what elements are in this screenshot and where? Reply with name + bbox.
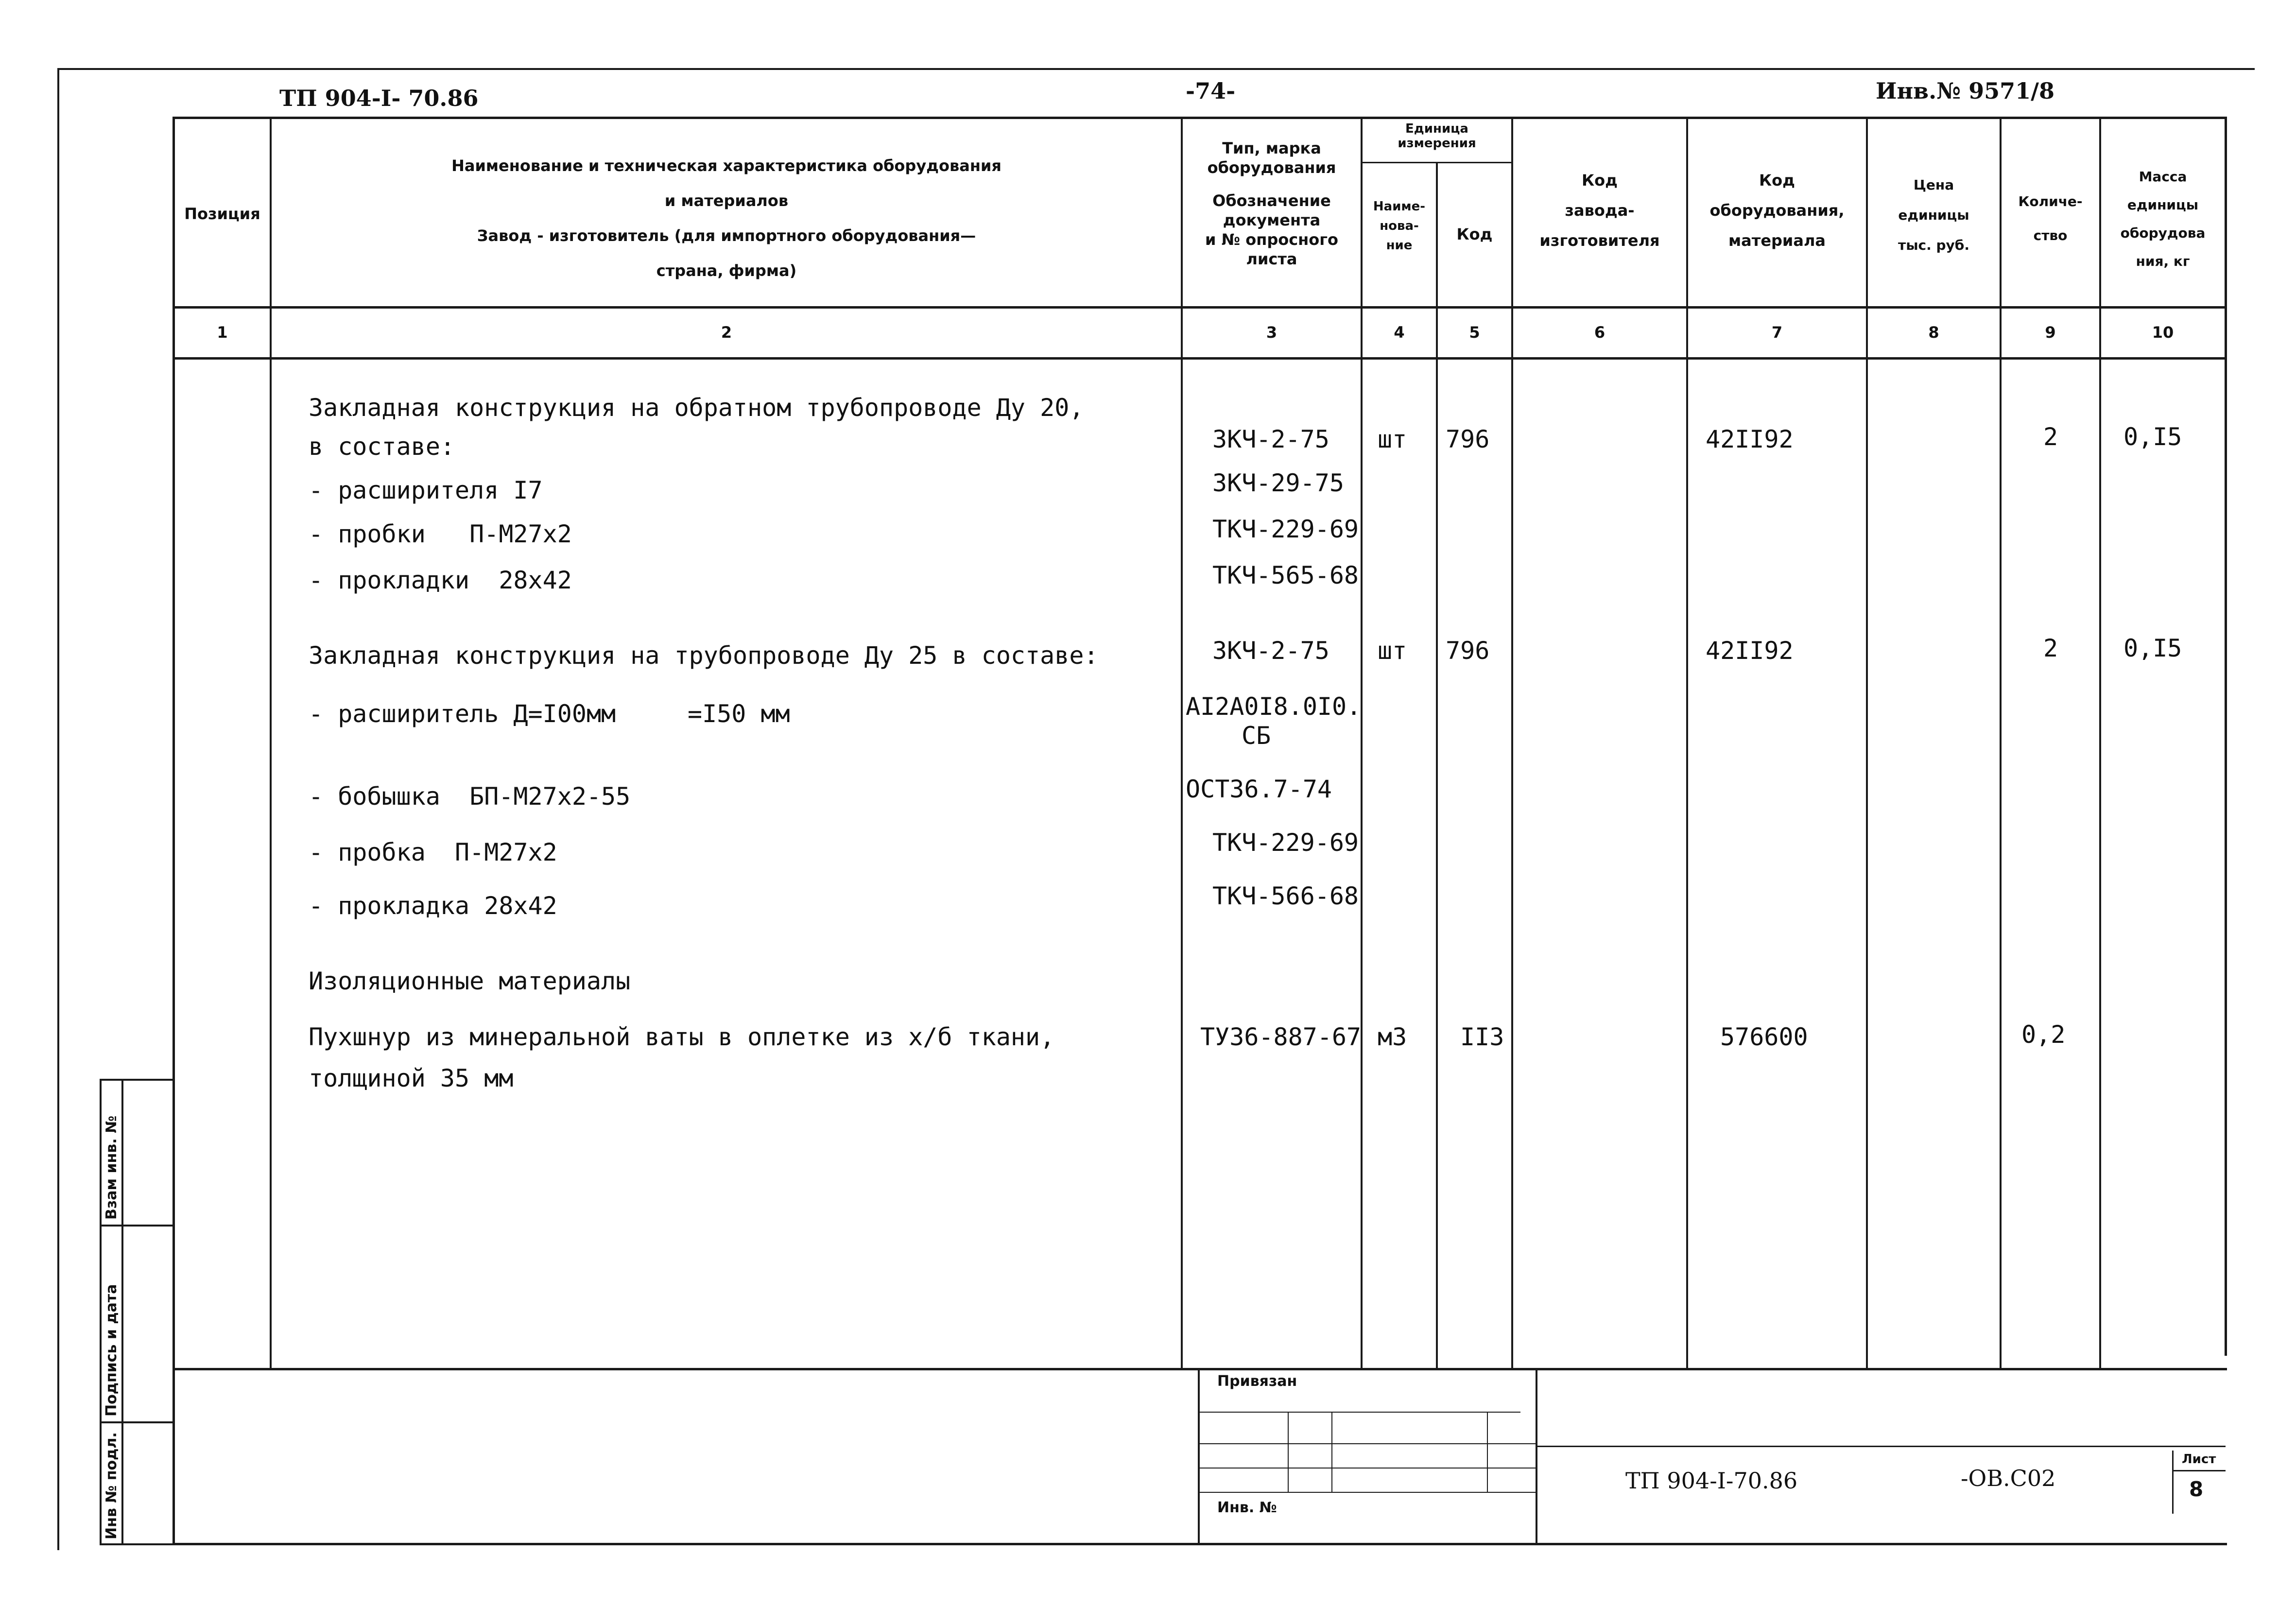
row8-type: ТКЧ-229-69 [1212, 829, 1359, 857]
col-divider-4 [1436, 163, 1438, 1370]
row11-qty: 0,2 [2021, 1020, 2066, 1049]
row1-name-b: в составе: [309, 432, 455, 461]
col-header-unit-code: Код [1456, 225, 1493, 243]
row9-type: ТКЧ-566-68 [1212, 882, 1359, 910]
row3-name: - пробки П-М27х2 [309, 520, 572, 548]
inv-no-label: Инв. № [1217, 1499, 1277, 1516]
col-divider-3 [1361, 117, 1363, 1370]
row7-type: ОСТ36.7-74 [1186, 775, 1332, 803]
linked-row-line-2 [1200, 1443, 1536, 1444]
row1-mass: 0,I5 [2123, 423, 2182, 451]
sheet-number: 8 [2189, 1477, 2204, 1501]
row1-qty: 2 [2043, 423, 2058, 451]
stamp-bottom-line [100, 1543, 173, 1545]
row11-unit: м3 [1378, 1023, 1407, 1051]
col-divider-9 [2099, 117, 2101, 1370]
row1-code: 796 [1446, 425, 1490, 453]
header-inventory: Инв.№ 9571/8 [1876, 78, 2054, 104]
col-divider-2 [1181, 117, 1183, 1370]
row10-name: Изоляционные материалы [309, 967, 631, 995]
row6-name: - расширитель Д=I00мм [309, 700, 616, 728]
stamp-replace-inv: Взам инв. № [103, 1115, 120, 1220]
stamp-divider-2 [100, 1421, 173, 1423]
row11-code: II3 [1460, 1023, 1504, 1051]
title-block-top-line [173, 1368, 2227, 1370]
col-number-3: 3 [1266, 323, 1277, 342]
linked-row-line-1 [1200, 1412, 1520, 1413]
row7-name: - бобышка БП-М27х2-55 [309, 782, 631, 811]
linked-col-line-3 [1487, 1412, 1488, 1492]
title-block-bottom-line [173, 1543, 2227, 1545]
col-header-name: Наименование и техническая характеристика оборудования и материалов Завод - изготовитель (для импортного оборудования— страна, фирма) [451, 156, 1001, 280]
row2-type: ЗКЧ-29-75 [1212, 469, 1344, 497]
table-top-border [173, 117, 2227, 119]
row8-name: - пробка П-М27х2 [309, 838, 557, 866]
row1-equip: 42II92 [1706, 425, 1794, 453]
col-header-plant-code: Код завода- изготовителя [1539, 171, 1660, 250]
col-header-mass: Масса единицы оборудова ния, кг [2120, 169, 2206, 269]
stamp-divider-1 [100, 1225, 173, 1227]
linked-box-right [1536, 1368, 1537, 1545]
stamp-top-line [100, 1079, 173, 1081]
row1-name-a: Закладная конструкция на обратном трубопроводе Ду 20, [309, 394, 1084, 422]
row11-equip: 576600 [1720, 1023, 1808, 1051]
unit-subheader-line [1361, 162, 1511, 163]
row5-qty: 2 [2043, 634, 2058, 662]
col-header-type: Тип, марка оборудования Обозначение документа и № опросного листа [1205, 139, 1338, 268]
row5-code: 796 [1446, 637, 1490, 665]
col-header-unit: Единица измерения [1398, 121, 1476, 151]
row9-name: - прокладка 28х42 [309, 892, 557, 920]
stamp-outer-left [100, 1079, 102, 1545]
row5-type: ЗКЧ-2-75 [1212, 637, 1329, 665]
row3-type: ТКЧ-229-69 [1212, 515, 1359, 543]
stamp-sign-date: Подпись и дата [103, 1284, 120, 1417]
doc-row-top-line [1536, 1446, 2226, 1447]
row6-type-b: СБ [1242, 722, 1271, 750]
col-number-1: 1 [217, 323, 228, 342]
sheet-box-left [2172, 1451, 2174, 1514]
col-divider-8 [2000, 117, 2002, 1370]
linked-box-left [1198, 1368, 1200, 1545]
row5-equip: 42II92 [1706, 637, 1794, 665]
stamp-inner-left [121, 1079, 123, 1545]
col-divider-7 [1866, 117, 1868, 1370]
footer-doc-code: ТП 904-I-70.86 [1625, 1468, 1798, 1494]
row5-name: Закладная конструкция на трубопроводе Ду 25 в составе: [309, 641, 1099, 670]
col-divider-5 [1511, 117, 1513, 1370]
row4-type: ТКЧ-565-68 [1212, 561, 1359, 589]
linked-row-line-3 [1200, 1468, 1536, 1469]
linked-label: Привязан [1217, 1373, 1297, 1390]
linked-col-line-2 [1331, 1412, 1332, 1492]
col-header-position: Позиция [184, 205, 260, 223]
linked-row-line-4 [1200, 1492, 1536, 1493]
row2-name: - расширителя I7 [309, 476, 543, 504]
col-number-4: 4 [1394, 323, 1405, 342]
col-number-9: 9 [2045, 323, 2056, 342]
col-header-price: Цена единицы тыс. руб. [1898, 177, 1969, 253]
row11-name-a: Пухшнур из минеральной ваты в оплетке из х/б ткани, [309, 1023, 1055, 1051]
col-divider-6 [1686, 117, 1688, 1370]
col-number-7: 7 [1771, 323, 1783, 342]
header-bottom-line [173, 306, 2227, 309]
col-number-6: 6 [1594, 323, 1605, 342]
row11-type: ТУ36-887-67 [1200, 1023, 1362, 1051]
row11-name-b: толщиной 35 мм [309, 1064, 514, 1092]
frame-left-line [57, 68, 59, 1550]
row1-type: ЗКЧ-2-75 [1212, 425, 1329, 453]
stamp-inv-orig: Инв № подл. [103, 1432, 120, 1539]
sheet-label: Лист [2182, 1452, 2216, 1467]
col-number-2: 2 [721, 323, 732, 342]
col-number-10: 10 [2152, 323, 2174, 342]
col-number-5: 5 [1469, 323, 1480, 342]
header-doc-code: ТП 904-I- 70.86 [279, 85, 479, 111]
col-header-equip-code: Код оборудования, материала [1709, 171, 1845, 250]
frame-top-line [58, 68, 2255, 70]
col-divider-1 [270, 117, 272, 1370]
row5-mass: 0,I5 [2123, 634, 2182, 662]
col-header-unit-name: Наиме- нова- ние [1373, 199, 1426, 253]
linked-col-line-1 [1288, 1412, 1289, 1492]
row6-type-a: АI2А0I8.0I0. [1186, 692, 1362, 721]
row4-name: - прокладки 28х42 [309, 566, 572, 594]
table-right-border [2225, 117, 2227, 1356]
sheet-box-mid [2172, 1470, 2226, 1471]
row6-length: =I50 мм [688, 700, 790, 728]
colnum-bottom-line [173, 357, 2227, 360]
footer-doc-suffix: -ОВ.С02 [1961, 1465, 2056, 1491]
col-number-8: 8 [1928, 323, 1939, 342]
row1-unit: шт [1378, 425, 1407, 453]
col-header-qty: Количе- ство [2018, 193, 2083, 243]
header-page-number: -74- [1186, 78, 1236, 104]
row5-unit: шт [1378, 637, 1407, 665]
